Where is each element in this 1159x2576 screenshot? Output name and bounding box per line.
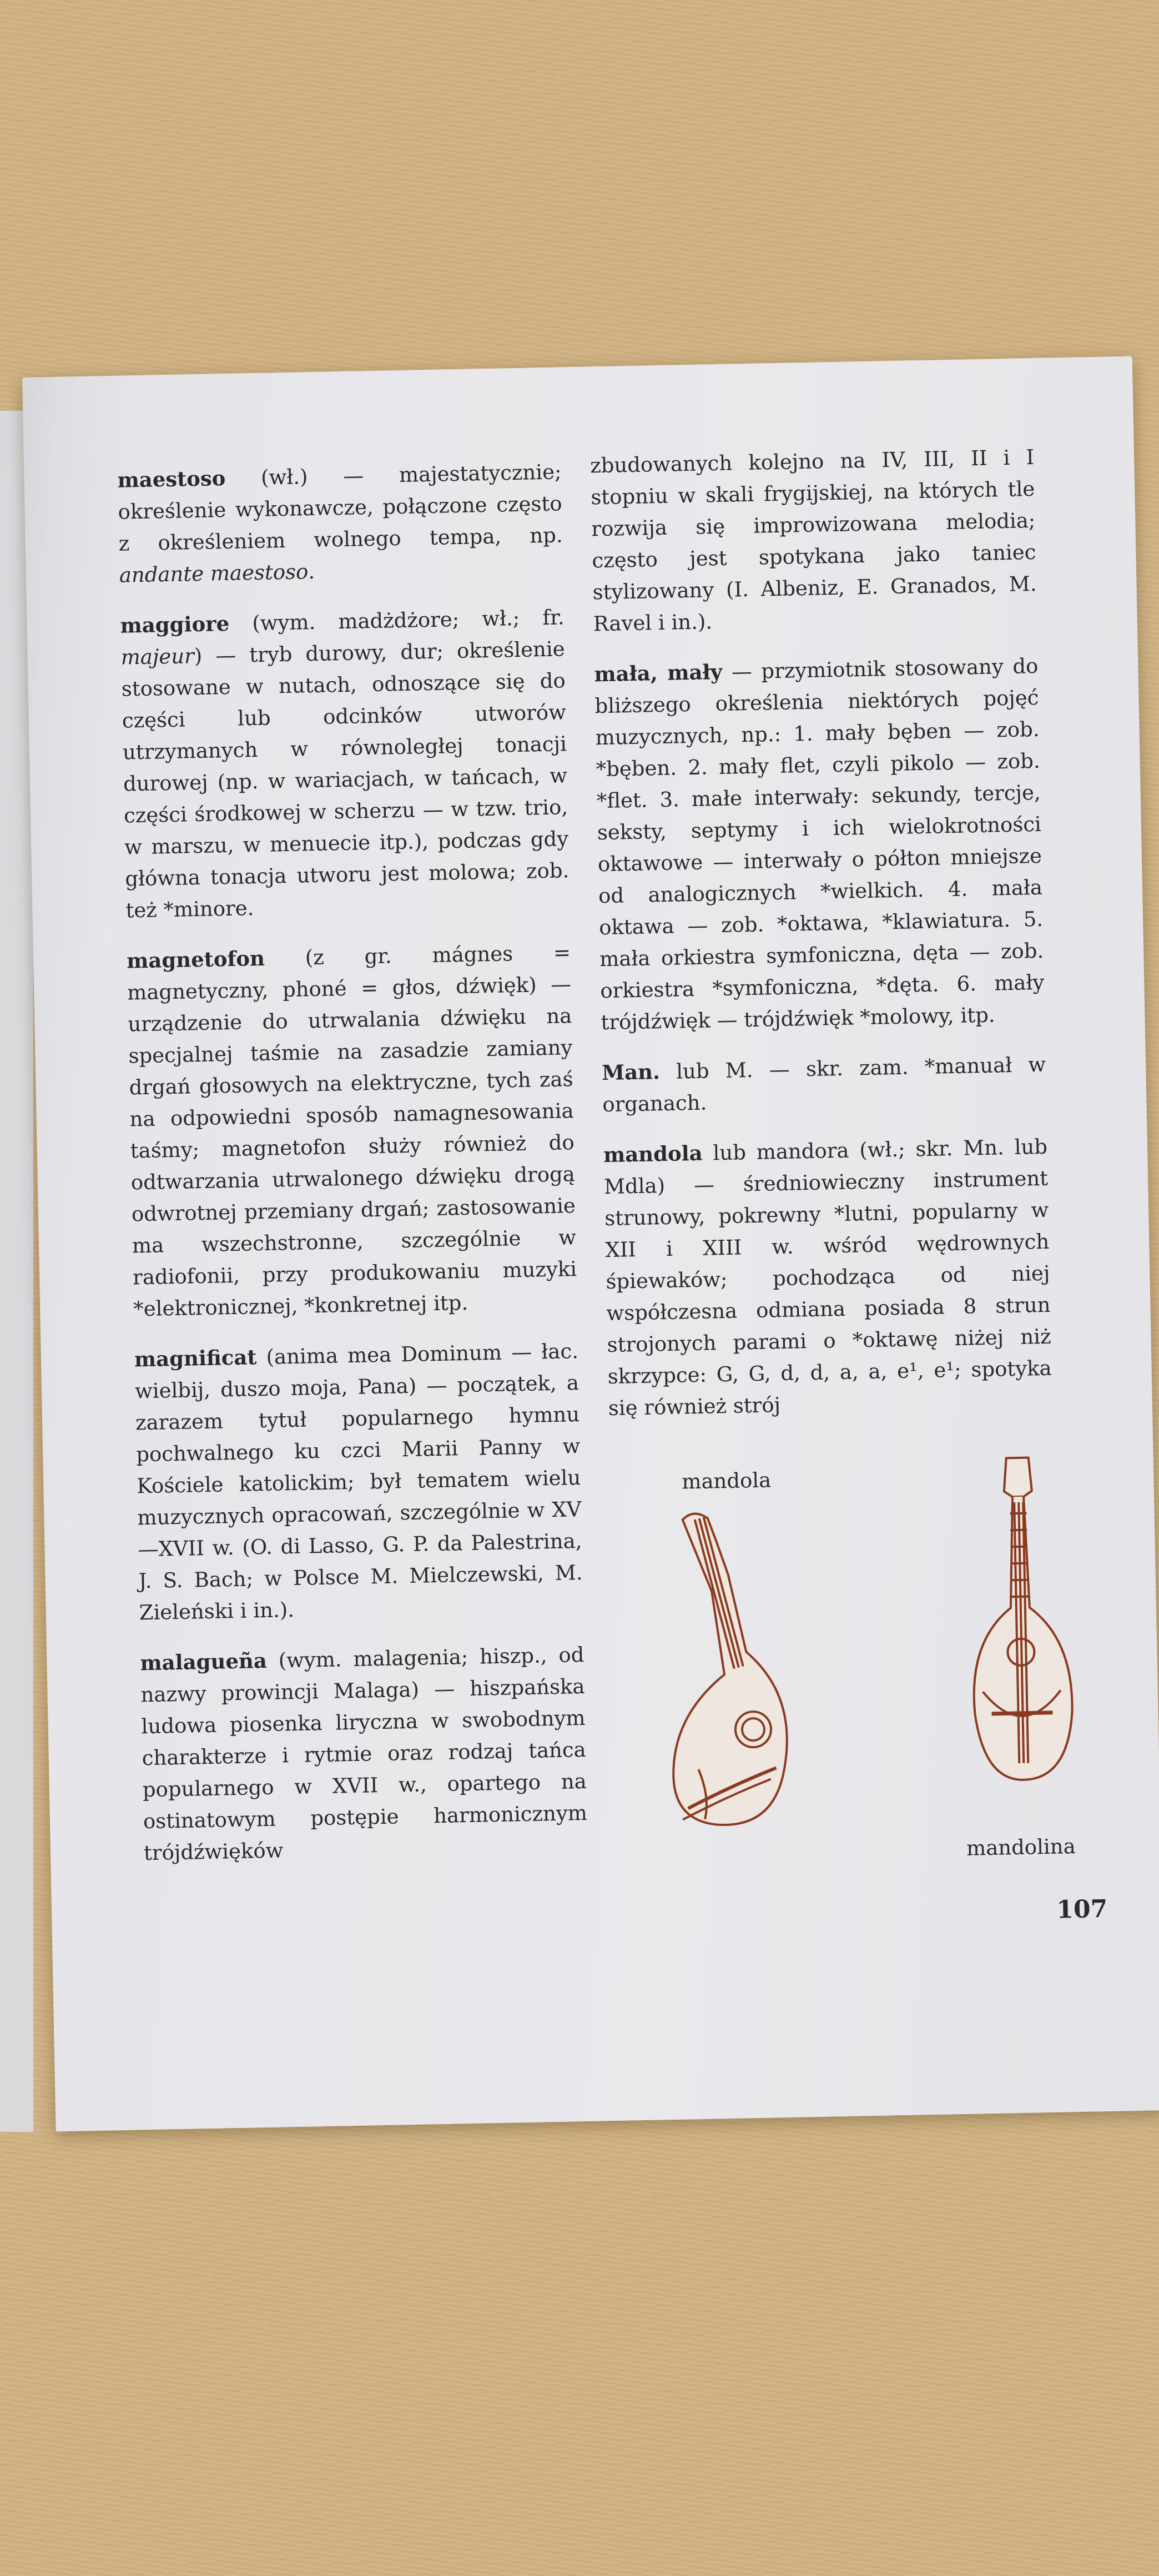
entry-text: (anima mea Dominum — łac. wielbij, duszo moja, Pana) — początek, a zarazem tytuł popularnego hymnu pochwalnego ku czci Marii Panny w Kościele katolickim; był tematem wielu muzycznych opracowań, szczególnie w XV—XVII w. (O. di Lasso, G. P. da Palestrina, J. S. Bach; w Polsce M. Mielczewski, M. Zieleński i in.). — [134, 1339, 583, 1625]
book-page — [22, 356, 1159, 2132]
mandola-label: mandola — [681, 1468, 772, 1494]
entry-tail: . — [308, 559, 315, 584]
headword: mała, mały — [594, 659, 723, 687]
entry-italic: majeur — [120, 644, 195, 670]
headword: magnetofon — [126, 945, 265, 973]
mandolina-label: mandolina — [966, 1834, 1076, 1860]
entry-text: (wł.) — majestatycznie; określenie wykonawcze, połączone często z określeniem wolnego tempa, np. — [118, 460, 563, 556]
headword: malagueña — [140, 1648, 268, 1676]
entry-text: zbudowanych kolejno na IV, III, II i I stopniu w skali frygijskiej, na których tle rozwija się improwizowana melodia; często jest spotykana jako taniec stylizowany (I. Albeniz, E. Granados, M. Ravel i in.). — [589, 445, 1037, 636]
headword: mandola — [603, 1140, 703, 1168]
entry-maestoso — [117, 456, 563, 591]
page-number: 107 — [1056, 1894, 1108, 1924]
entry-magnetofon — [127, 937, 578, 1325]
headword: magnificat — [134, 1345, 257, 1372]
headword: Man. — [601, 1059, 661, 1085]
entry-mandola — [603, 1131, 1053, 1424]
right-column — [590, 441, 1053, 1443]
entry-text: (z gr. mágnes = magnetyczny, phoné = głos, dźwięk) — urządzenie do utrwalania dźwięku na specjalnej taśmie na zasadzie zamiany drgań głosowych na elektryczne, tych zaś na odpowiedni sposób namagnesowania taśmy; magnetofon służy również do odtwarzania utrwalonego dźwięku drogą odwrotnej przemiany drgań; zastosowanie ma wszechstronne, szczególnie w radiofonii, przy produkowaniu muzyki *elektronicznej, *konkretnej itp. — [127, 940, 577, 1321]
headword: maggiore — [120, 611, 230, 638]
entry-mala-maly — [594, 650, 1045, 1038]
entry-italic: andante maestoso — [119, 560, 309, 587]
entry-magnificat — [134, 1335, 583, 1628]
entry-tail: ) — tryb durowy, dur; określenie stosowane w nutach, odnoszące się do części lub odcinków utworów utrzymanych w równoległej tonacji durowej (np. w wariacjach, w tańcach, w części środkowej w scherzu — w tzw. trio, w marszu, w menuecie itp.), podczas gdy główna tonacja utworu jest molowa; zob. też *minore. — [121, 637, 570, 923]
entry-text: lub M. — skr. zam. *manuał w organach. — [602, 1052, 1046, 1117]
headword: maestoso — [117, 466, 226, 492]
entry-text: (wym. madżdżore; wł.; fr. — [229, 605, 565, 636]
entry-continuation — [590, 441, 1037, 640]
entry-text: lub mandora (wł.; skr. Mn. lub Mdla) — średniowieczny instrument strunowy, pokrewny *lutni, popularny w XII i XIII w. wśród wędrownych śpiewaków; pochodząca od niej współczesna odmiana posiada 8 strun strojonych parami o *oktawę niżej niż skrzypce: G, G, d, d, a, a, e¹, e¹; spotyka się również strój — [603, 1134, 1052, 1421]
entry-maggiore — [120, 601, 570, 926]
entry-man — [602, 1049, 1047, 1120]
entry-malaguena — [140, 1639, 588, 1869]
mandola-illustration-icon — [660, 1506, 810, 1842]
entry-text: — przymiotnik stosowany do bliższego określenia niektórych pojęć muzycznych, np.: 1. mały bęben — zob. *bęben. 2. mały flet, czyli pikolo — zob. *flet. 3. małe interwały: sekundy, tercje, seksty, septymy i ich wielokrotności oktawowe — interwały o półton mniejsze od analogicznych *wielkich. 4. mała oktawa — zob. *oktawa, *klawiatura. 5. mała orkiestra symfoniczna, dęta — zob. orkiestra *symfoniczna, *dęta. 6. mały trójdźwięk — trójdźwięk *molowy, itp. — [594, 653, 1045, 1035]
left-column — [117, 456, 588, 1888]
entry-text: (wym. malagenia; hiszp., od nazwy prowincji Malaga) — hiszpańska ludowa piosenka liryczna w swobodnym charakterze i rytmie oraz rodzaj tańca popularnego w XVII w., opartego na ostinatowym postępie harmonicznym trójdźwięków — [140, 1642, 588, 1865]
mandolina-illustration-icon — [954, 1451, 1088, 1798]
